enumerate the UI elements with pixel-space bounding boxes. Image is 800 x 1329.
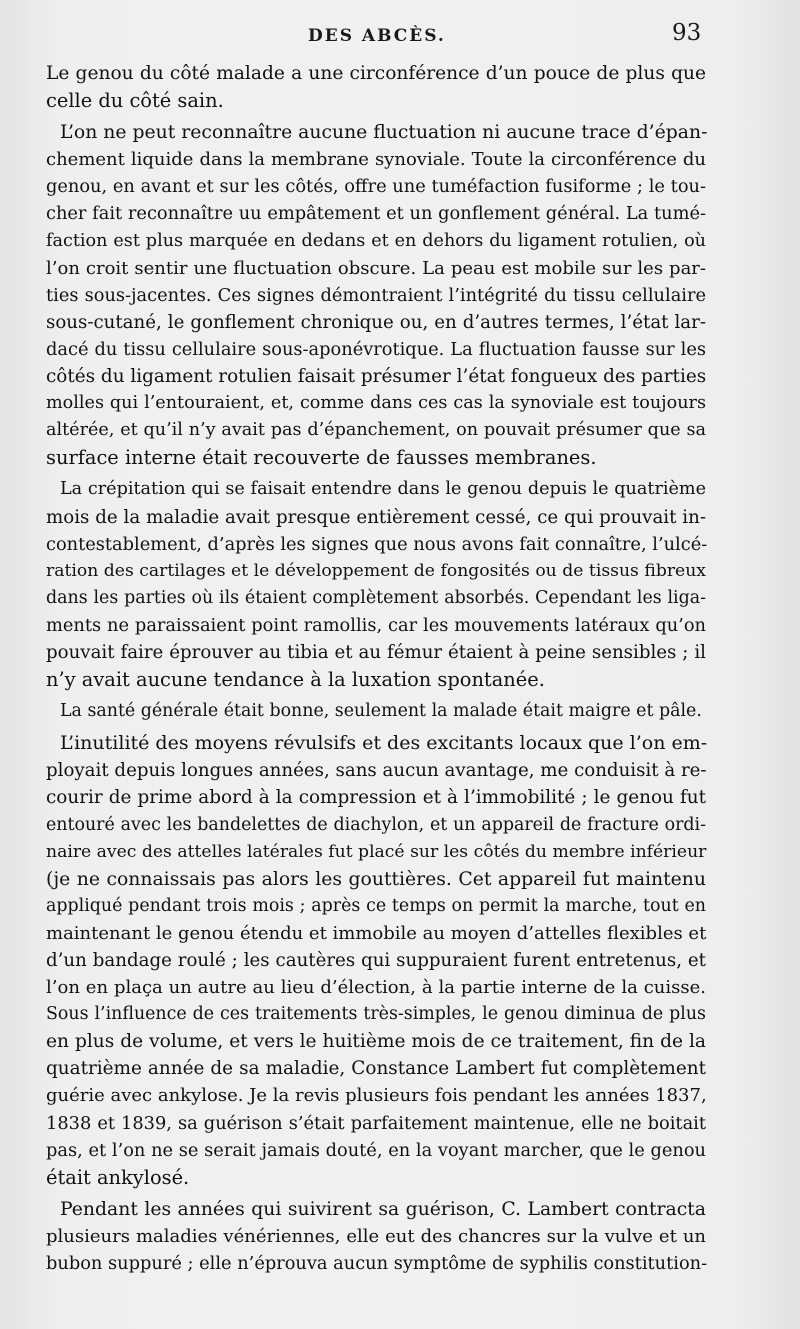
text-line: cher fait reconnaître uu empâtement et un gonflement général. La tumé- bbox=[46, 203, 706, 225]
body-text bbox=[46, 60, 706, 1277]
text-line: L’on ne peut reconnaître aucune fluctuation ni aucune trace d’épan- bbox=[60, 122, 708, 144]
text-line: l’on croit sentir une fluctuation obscure. La peau est mobile sur les par- bbox=[46, 257, 706, 279]
text-line: genou, en avant et sur les côtés, offre une tuméfaction fusiforme ; le tou- bbox=[46, 176, 706, 198]
text-line: 1838 et 1839, sa guérison s’était parfaitement maintenue, elle ne boitait bbox=[46, 1112, 706, 1134]
paragraph bbox=[46, 1196, 706, 1277]
text-line: L’inutilité des moyens révulsifs et des excitants locaux que l’on em- bbox=[60, 732, 708, 755]
running-title: DES ABCÈS. bbox=[308, 26, 446, 46]
running-head bbox=[0, 20, 800, 50]
text-line: La santé générale était bonne, seulement la malade était maigre et pâle. bbox=[60, 701, 702, 722]
paragraph bbox=[46, 60, 706, 114]
text-line: ments ne paraissaient point ramollis, car les mouvements latéraux qu’on bbox=[46, 614, 706, 636]
text-line: guérie avec ankylose. Je la revis plusieurs fois pendant les années 1837, bbox=[46, 1085, 707, 1107]
text-line: Le genou du côté malade a une circonférence d’un pouce de plus que bbox=[46, 63, 706, 84]
text-line: ration des cartilages et le développement de fongosités ou de tissus fibreux bbox=[46, 560, 706, 581]
text-line: sous-cutané, le gonflement chronique ou, en d’autres termes, l’état lar- bbox=[46, 311, 706, 333]
text-line: n’y avait aucune tendance à la luxation spontanée. bbox=[46, 668, 545, 692]
text-line: ties sous-jacentes. Ces signes démontraient l’intégrité du tissu cellulaire bbox=[46, 284, 706, 306]
text-line: surface interne était recouverte de fausses membranes. bbox=[46, 446, 597, 470]
paragraph bbox=[46, 476, 706, 693]
text-line: faction est plus marquée en dedans et en dehors du ligament rotulien, où bbox=[46, 230, 706, 251]
text-line: entouré avec les bandelettes de diachylon, et un appareil de fracture ordi- bbox=[46, 814, 706, 835]
text-line: en plus de volume, et vers le huitième mois de ce traitement, fin de la bbox=[46, 1031, 706, 1053]
text-line: bubon suppuré ; elle n’éprouva aucun symptôme de syphilis constitution- bbox=[46, 1253, 708, 1275]
text-line: (je ne connaissais pas alors les gouttières. Cet appareil fut maintenu bbox=[46, 868, 706, 890]
text-line: pouvait faire éprouver au tibia et au fémur étaient à peine sensibles ; il bbox=[46, 641, 706, 663]
text-line: Pendant les années qui suivirent sa guérison, C. Lambert contracta bbox=[60, 1198, 706, 1220]
paragraph bbox=[46, 119, 706, 471]
text-line: plusieurs maladies vénériennes, elle eut des chancres sur la vulve et un bbox=[46, 1225, 706, 1247]
text-line: pas, et l’on ne se serait jamais douté, en la voyant marcher, que le genou bbox=[46, 1139, 706, 1161]
paragraph bbox=[46, 698, 706, 725]
paragraph bbox=[46, 730, 706, 1191]
text-line: mois de la maladie avait presque entièrement cessé, ce qui prouvait in- bbox=[46, 506, 706, 528]
text-line: chement liquide dans la membrane synoviale. Toute la circonférence du bbox=[46, 149, 706, 171]
text-line: celle du côté sain. bbox=[46, 89, 224, 113]
page-number: 93 bbox=[672, 20, 702, 46]
text-line: altérée, et qu’il n’y avait pas d’épanchement, on pouvait présumer que sa bbox=[46, 420, 706, 441]
text-line: naire avec des attelles latérales fut placé sur les côtés du membre inférieur bbox=[46, 841, 707, 862]
text-line: quatrième année de sa maladie, Constance Lambert fut complètement bbox=[46, 1058, 706, 1080]
text-line: appliqué pendant trois mois ; après ce temps on permit la marche, tout en bbox=[46, 895, 706, 916]
text-line: dacé du tissu cellulaire sous-aponévrotique. La fluctuation fausse sur les bbox=[46, 338, 706, 360]
text-line: Sous l’influence de ces traitements très-simples, le genou diminua de plus bbox=[46, 1004, 706, 1025]
text-line: maintenant le genou étendu et immobile au moyen d’attelles flexibles et bbox=[46, 922, 707, 944]
text-line: contestablement, d’après les signes que nous avons fait connaître, l’ulcé- bbox=[46, 533, 708, 555]
text-line: dans les parties où ils étaient complètement absorbés. Cependant les liga- bbox=[46, 587, 706, 608]
text-line: courir de prime abord à la compression et à l’immobilité ; le genou fut bbox=[46, 787, 706, 809]
text-line: ployait depuis longues années, sans aucun avantage, me conduisit à re- bbox=[46, 760, 707, 782]
text-line: était ankylosé. bbox=[46, 1165, 190, 1189]
text-line: La crépitation qui se faisait entendre dans le genou depuis le quatrième bbox=[60, 479, 706, 500]
text-line: côtés du ligament rotulien faisait présumer l’état fongueux des parties bbox=[46, 366, 707, 388]
text-line: molles qui l’entouraient, et, comme dans ces cas la synoviale est toujours bbox=[46, 393, 706, 414]
text-line: d’un bandage roulé ; les cautères qui suppuraient furent entretenus, et bbox=[46, 950, 706, 971]
text-line: l’on en plaça un autre au lieu d’élection, à la partie interne de la cuisse. bbox=[46, 977, 706, 999]
